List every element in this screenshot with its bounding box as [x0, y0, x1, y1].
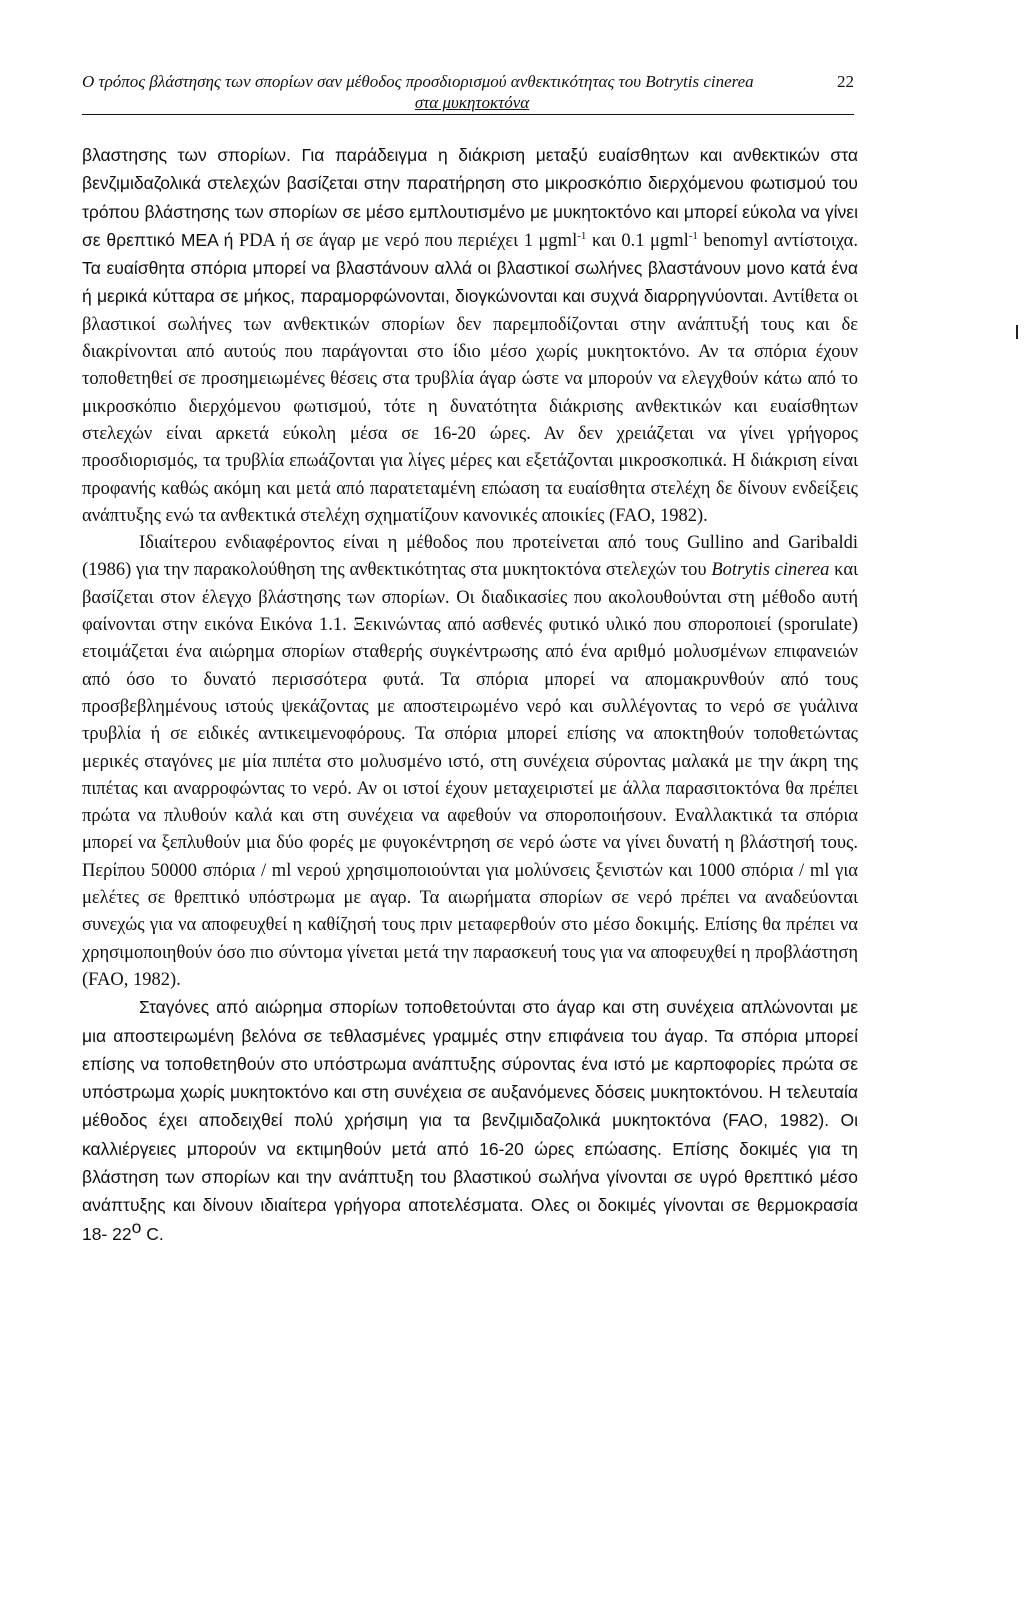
paragraph-1 [82, 142, 858, 530]
p3-text-b: C. [141, 1223, 164, 1244]
p1-sup-1: -1 [577, 229, 587, 242]
p3-text-a: Σταγόνες από αιώρημα σπορίων τοποθετούνται στο άγαρ και στη συνέχεια απλώνονται με μια αποστειρωμένη βελόνα σε τεθλασμένες γραμμές στην επιφάνεια του άγαρ. Τα σπόρια μπορεί επίσης να τοποθετηθούν στο υπόστρωμα ανάπτυξης σύροντας ένα ιστό με καρποφορίες πρώτα σε υπόστρωμα χωρίς μυκητοκτόνο και στη συνέχεια σε αυξανόμενες δόσεις μυκητοκτόνου. Η τελευταία μέθοδος έχει αποδειχθεί πολύ χρήσιμη για τα βενζιμιδαζολικά μυκητοκτόνα (FAO, 1982). Οι καλλιέργειες μπορούν να εκτιμηθούν μετά από 16-20 ώρες επώασης. Επίσης δοκιμές για τη βλάστηση των σπορίων και την ανάπτυξη του βλαστικού σωλήνα γίνονται σε υγρό θρεπτικό μέσο ανάπτυξης και δίνουν ιδιαίτερα γρήγορα αποτελέσματα. Ολες οι δοκιμές γίνονται σε θερμοκρασία 18- 22 [82, 997, 858, 1244]
p1-text-c: και 0.1 μgml [586, 230, 689, 251]
degree-sup: o [131, 1216, 142, 1237]
p1-text-d: benomyl αντίστοιχα. [697, 230, 858, 251]
paragraph-3 [82, 994, 858, 1249]
paragraph-2 [82, 530, 858, 994]
p1-text-b: PDA ή σε άγαρ με νερό που περιέχει 1 μgml [238, 230, 578, 251]
p1-text-a: βλαστησης των σπορίων. Για παράδειγμα η διάκριση μεταξύ ευαίσθητων και ανθεκτικών στα βενζιμιδαζολικά στελεχών βασίζεται στην παρατήρηση στο μικροσκόπιο διερχόμενου φωτισμού του τρόπου βλάστησης των σπορίων σε μέσο εμπλουτισμένο με μυκητοκτόνο και μπορεί εύκολα να γίνει σε θρεπτικό MEA ή [82, 145, 858, 250]
species-name: Botrytis cinerea [711, 560, 830, 581]
header-title-continuation: στα μυκητοκτόνα [414, 94, 530, 112]
p1-text-e: Τα ευαίσθητα σπόρια μπορεί να βλαστάνουν αλλά οι βλαστικοί σωλήνες βλαστάνουν μονο κατά ένα ή μερικά κύτταρα σε μήκος, παραμορφώνονται, διογκώνονται και συχνά διαρρηγνύονται. [82, 258, 858, 307]
header-title: Ο τρόπος βλάστησης των σπορίων σαν μέθοδος προσδιορισμού ανθεκτικότητας του Botrytis cinerea [82, 72, 754, 91]
header-divider [82, 114, 854, 115]
page-number: 22 [837, 72, 854, 91]
header-row [82, 72, 862, 94]
p2-text-a: Ιδιαίτερου ενδιαφέροντος είναι η μέθοδος που προτείνεται από τους Gullino and Garibaldi (1986) για την παρακολούθηση της ανθεκτικότητας στα μυκητοκτόνα στελεχών του [82, 533, 858, 581]
document-body [82, 142, 858, 1249]
p1-sup-2: -1 [688, 229, 698, 242]
running-header [82, 72, 862, 112]
p1-text-f: Αντίθετα οι βλαστικοί σωλήνες των ανθεκτικών σπορίων δεν παρεμποδίζονται στην ανάπτυξή τους και δε διακρίνονται από αυτούς που παράγονται στο ίδιο μέσο χωρίς μυκητοκτόνο. Αν τα σπόρια έχουν τοποθετηθεί σε προσημειωμένες θέσεις στα τρυβλία άγαρ ώστε να μπορούν να ελεγχθούν κάτω από το μικροσκόπιο διερχόμενου φωτισμού, τότε η δυνατότητα διάκρισης ανθεκτικών και ευαίσθητων στελεχών είναι αρκετά εύκολη μέσα σε 16-20 ώρες. Αν δεν χρειάζεται να γίνει γρήγορος προσδιορισμός, τα τρυβλία επωάζονται για λίγες μέρες και εξετάζονται μικροσκοπικά. Η διάκριση είναι προφανής καθώς ακόμη και μετά από παρατεταμένη επώαση τα ευαίσθητα στελέχη δε δίνουν ενδείξεις ανάπτυξης ενώ τα ανθεκτικά στελέχη σχηματίζουν κανονικές αποικίες (FAO, 1982). [82, 287, 858, 526]
scan-edge-mark [1016, 325, 1018, 339]
p2-text-b: και βασίζεται στον έλεγχο βλάστησης των σπορίων. Οι διαδικασίες που ακολουθούνται στη μέθοδο αυτή φαίνονται στην εικόνα Εικόνα 1.1. Ξεκινώντας από ασθενές φυτικό υλικό που σποροποιεί (sporulate) ετοιμάζεται ένα αιώρημα σπορίων σταθερής συγκέντρωσης από ένα αριθμό μολυσμένων επιφανειών από όσο το δυνατό περισσότερα φυτά. Τα σπόρια μπορεί να απομακρυνθούν από τους προσβεβλημένους ιστούς ψεκάζοντας με αποστειρωμένο νερό και συλλέγοντας το νερό σε γυάλινα τρυβλία ή σε ειδικές αντικειμενοφόρους. Τα σπόρια μπορεί επίσης να αποκτηθούν τοποθετώντας μερικές σταγόνες με μία πιπέτα στο μολυσμένο ιστό, στη συνέχεια σύροντας μαλακά με την άκρη της πιπέτας και αναρροφώντας το νερό. Αν οι ιστοί έχουν μεταχειριστεί με άλλα παρασιτοκτόνα θα πρέπει πρώτα να πλυθούν καλά και στη συνέχεια να αφεθούν να σποροποιήσουν. Εναλλακτικά τα σπόρια μπορεί να ξεπλυθούν μια δύο φορές με φυγοκέντρηση σε νερό ώστε να γίνει δυνατή η βλάστησή τους. Περίπου 50000 σπόρια / ml νερού χρησιμοποιούνται για μολύνσεις ξενιστών και 1000 σπόρια / ml για μελέτες σε θρεπτικό υπόστρωμα με αγαρ. Τα αιωρήματα σπορίων σε νερό πρέπει να αναδεύονται συνεχώς για να αποφευχθεί η καθίζησή τους πριν μεταφερθούν στο μέσο δοκιμής. Επίσης θα πρέπει να χρησιμοποιηθούν όσο πιο σύντομα γίνεται μετά την παρασκευή τους για να αποφευχθεί η προβλάστηση (FAO, 1982). [82, 560, 858, 990]
